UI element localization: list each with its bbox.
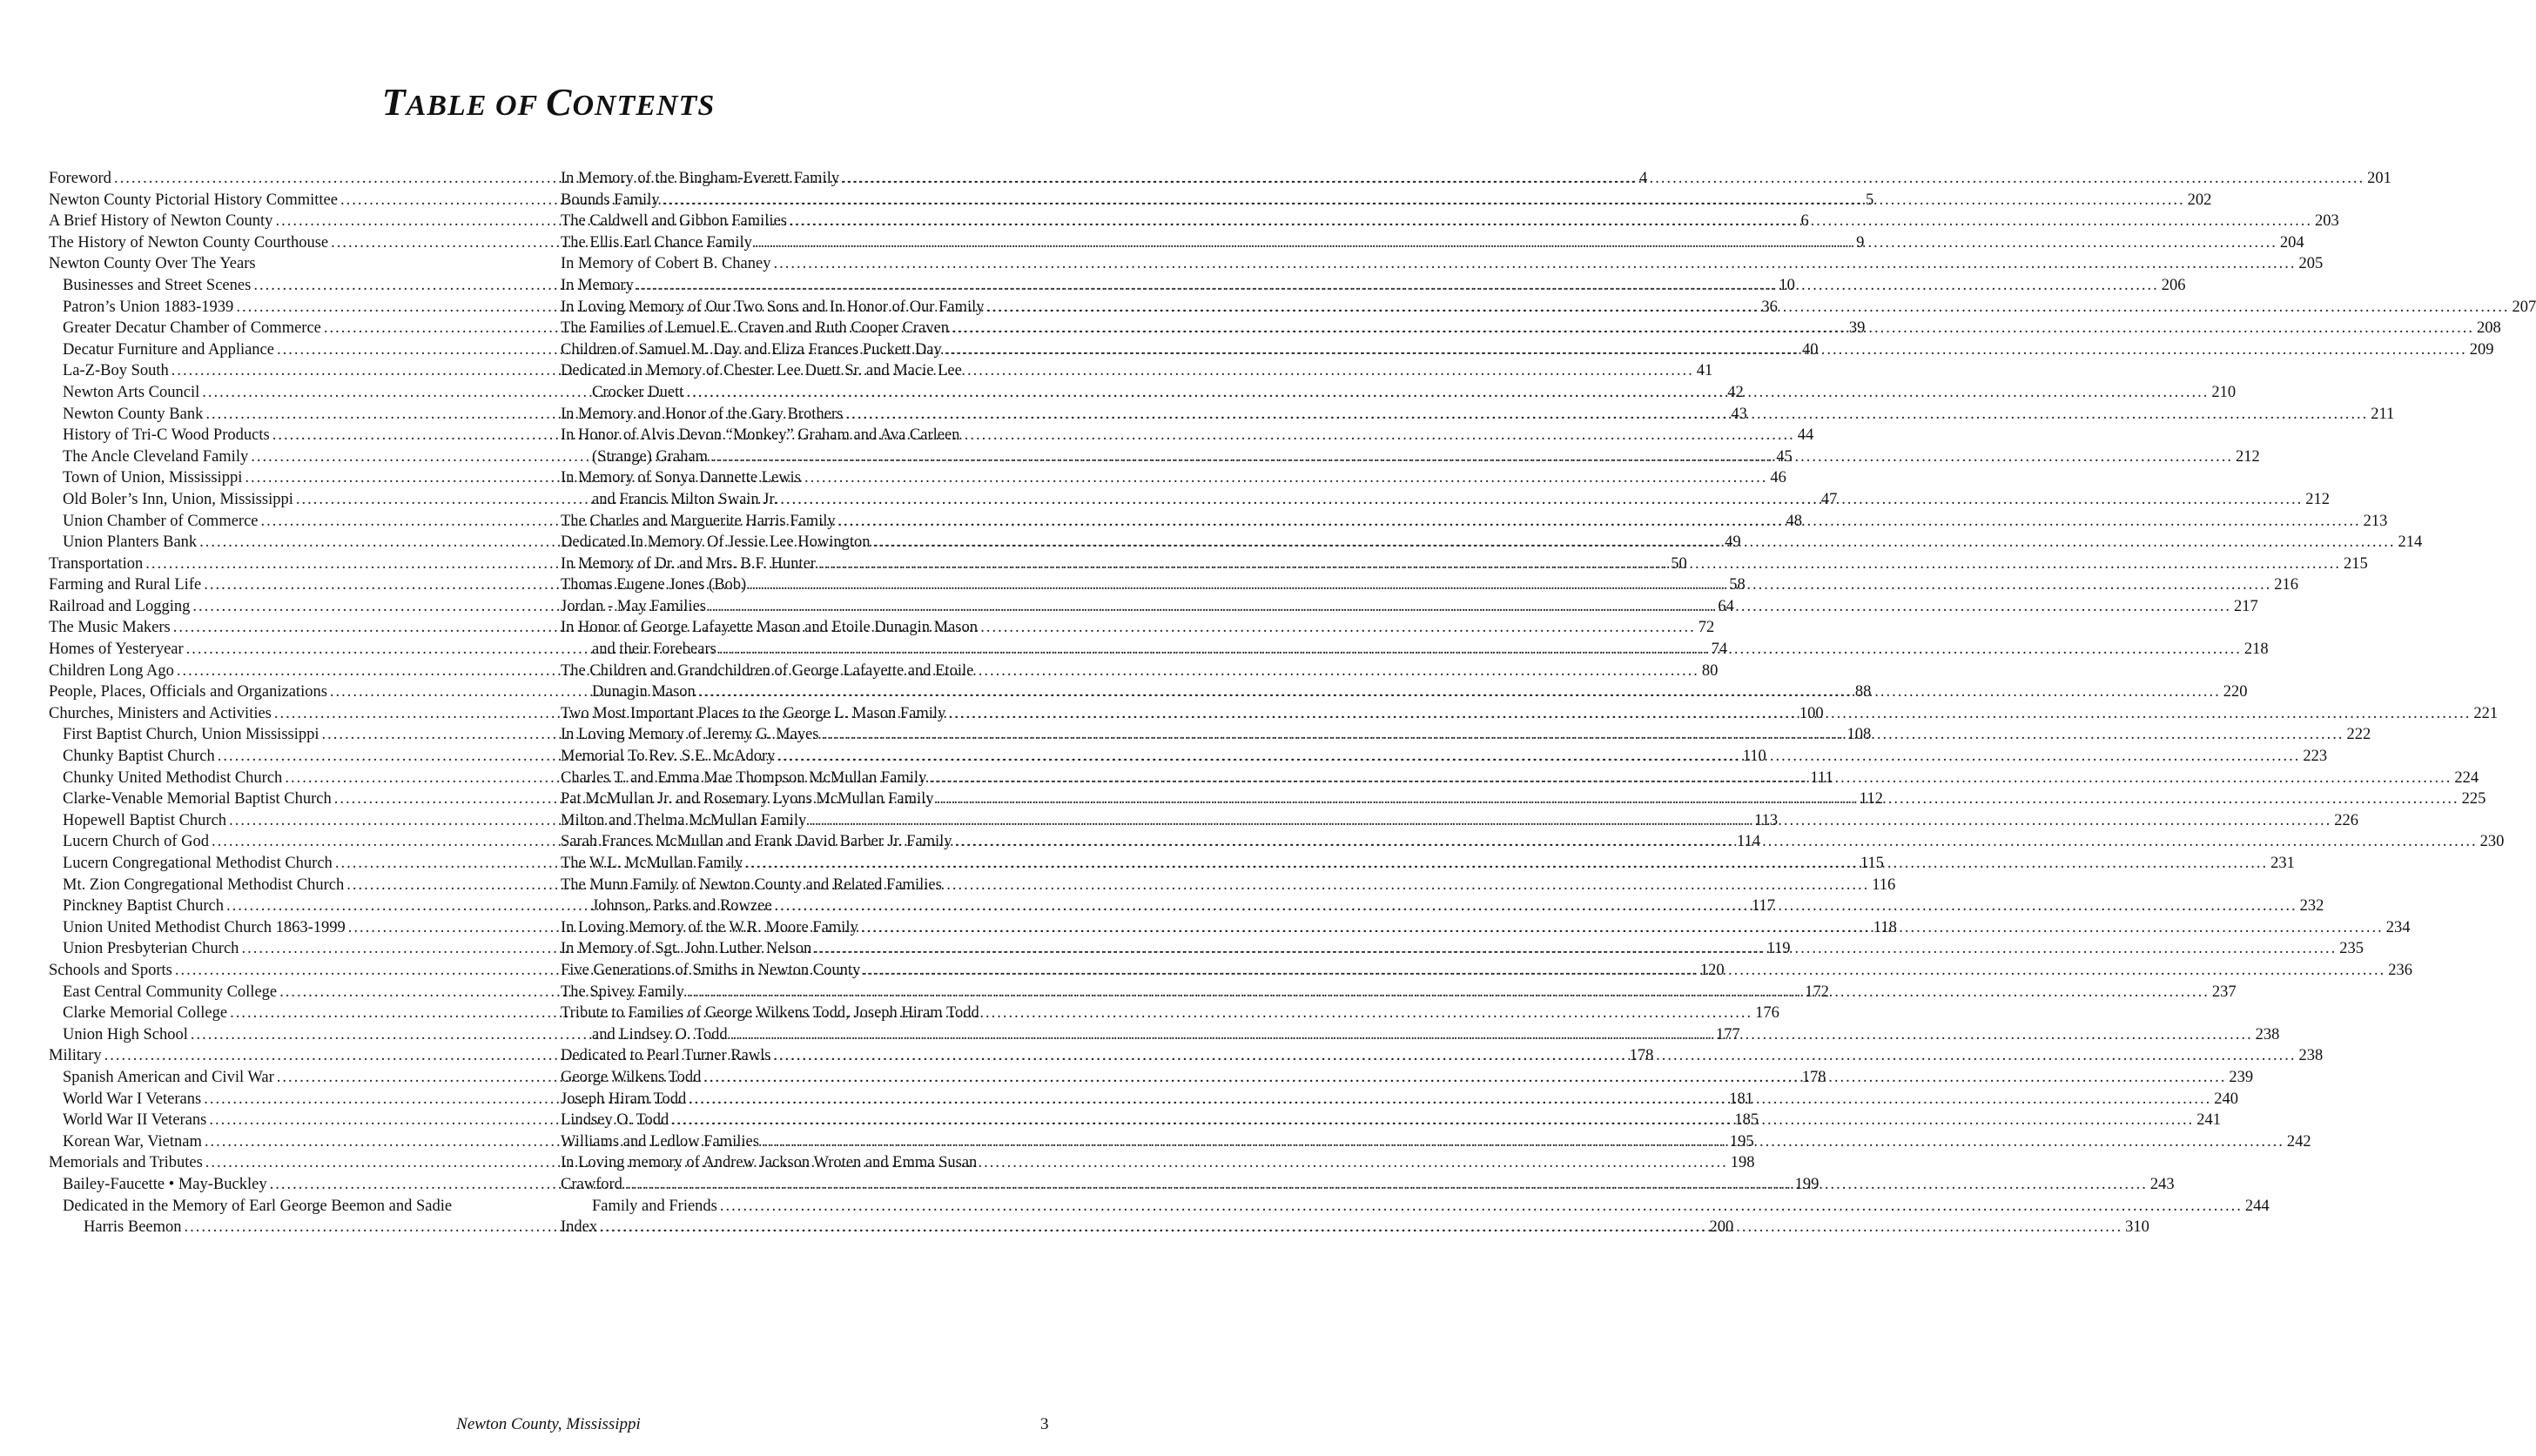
- toc-page-number: 212: [2305, 490, 2331, 508]
- toc-entry-title: Union Chamber of Commerce: [63, 512, 259, 530]
- toc-entry: [561, 425, 1067, 446]
- toc-page-number: 45: [1776, 447, 1793, 466]
- toc-entry-title: Foreword: [49, 170, 111, 187]
- toc-entry-title: and Lindsey O. Todd: [592, 1025, 728, 1043]
- toc-entry-title: Jordan - May Families: [561, 597, 706, 615]
- toc-page-number: 220: [2223, 683, 2248, 701]
- toc-page-number: 88: [1854, 683, 1872, 701]
- toc-entry-title: and Francis Milton Swain Jr.: [592, 490, 778, 508]
- toc-page-number: 110: [1742, 748, 1766, 766]
- toc-page-number: 207: [2512, 298, 2536, 316]
- dot-leader: [762, 1131, 2284, 1153]
- toc-page-number: 43: [1731, 405, 1747, 423]
- toc-entry-title: Mt. Zion Congregational Methodist Church: [63, 876, 345, 894]
- toc-entry-title: Dunagin Mason: [592, 683, 696, 701]
- toc-page-number: 199: [1794, 1175, 1820, 1193]
- toc-entry: [561, 253, 2324, 275]
- toc-entry: [561, 360, 1067, 382]
- dot-leader: [809, 810, 2331, 832]
- toc-page-number: 117: [1751, 897, 1776, 916]
- toc-entry-title: Newton County Bank: [63, 405, 204, 423]
- toc-entry-title: Memorials and Tributes: [49, 1154, 203, 1172]
- toc-page-number: 230: [2479, 833, 2505, 851]
- toc-page-number: 200: [1709, 1218, 1734, 1237]
- toc-entry-title: In Memory: [561, 276, 634, 294]
- toc-entry-title: Charles T. and Emma Mae Thompson McMullan Family: [561, 768, 927, 787]
- toc-entry-title: Pinckney Baptist Church: [63, 897, 224, 916]
- toc-page-number: 206: [2161, 276, 2186, 294]
- toc-entry-title: Patron’s Union 1883-1939: [63, 298, 234, 316]
- toc-entry-title: History of Tri-C Wood Products: [63, 426, 270, 445]
- toc-entry-title: Dedicated in the Memory of Earl George Beemon and Sadie: [63, 1197, 453, 1215]
- toc-entry: [561, 1003, 1067, 1024]
- toc-entry-title: Korean War, Vietnam: [63, 1132, 202, 1151]
- toc-entry-title: In Loving Memory of Jeremy G. Mayes: [561, 726, 819, 744]
- toc-entry-title: Tribute to Families of George Wilkens Todd, Joseph Hiram Todd: [561, 1004, 979, 1023]
- toc-entry-title: and their Forebears: [592, 641, 716, 659]
- toc-entry-title: Businesses and Street Scenes: [63, 276, 252, 294]
- toc-entry-title: Family and Friends: [592, 1197, 717, 1215]
- toc-entry-title: Union Presbyterian Church: [63, 940, 239, 958]
- toc-page-number: 178: [1629, 1047, 1654, 1065]
- toc-entry-title: Union High School: [63, 1025, 188, 1043]
- toc-entry: [49, 253, 533, 275]
- toc-entry: [561, 1152, 1067, 1174]
- toc-entry-title: The W.L. McMullan Family: [561, 855, 743, 872]
- toc-page-number: 232: [2299, 897, 2324, 916]
- toc-page-number: 216: [2274, 576, 2298, 594]
- toc-page-number: 44: [1797, 426, 1814, 445]
- toc-page-number: 40: [1801, 340, 1819, 359]
- dot-leader: [929, 768, 2452, 789]
- toc-entry-title: Town of Union, Mississippi: [63, 469, 243, 487]
- dot-leader: [689, 1089, 2211, 1110]
- toc-page-number: 239: [2229, 1068, 2254, 1086]
- toc-entry-title: Sarah Frances McMullan and Frank David Barber Jr. Family: [561, 833, 952, 851]
- toc-page-number: 119: [1766, 940, 1791, 958]
- dot-leader: [749, 574, 2271, 596]
- dot-leader: [687, 982, 2210, 1003]
- toc-entry-title: World War I Veterans: [63, 1090, 202, 1108]
- dot-leader: [730, 1024, 2253, 1046]
- toc-page-number: 177: [1715, 1025, 1740, 1043]
- toc-entry-title: In Memory of Sgt. John Luther Nelson: [561, 940, 812, 958]
- dot-leader: [698, 681, 2221, 703]
- title-initial-2: C: [546, 81, 573, 124]
- toc-entry-title: The Munn Family of Newton County and Related Families: [561, 876, 942, 894]
- dot-leader: [873, 532, 2396, 554]
- toc-entry-title: Newton County Pictorial History Committee: [49, 191, 338, 209]
- toc-page-number: 108: [1847, 726, 1872, 744]
- toc-page-number: 198: [1730, 1154, 1755, 1172]
- toc-page-number: 242: [2286, 1132, 2311, 1151]
- toc-entry: [561, 232, 2304, 254]
- toc-entry-title: Dedicated to Pearl Turner Rawls: [561, 1047, 771, 1065]
- toc-entry-title: The Charles and Marguerite Harris Family: [561, 512, 836, 530]
- toc-entry-title: The Children and Grandchildren of George Lafayette and Etoile: [561, 661, 974, 680]
- dot-leader: [821, 724, 2344, 746]
- toc-page-number: 120: [1699, 961, 1725, 979]
- toc-entry-title: Joseph Hiram Todd: [561, 1090, 687, 1108]
- toc-entry-title: Union United Methodist Church 1863-1999: [63, 918, 346, 936]
- dot-leader: [937, 788, 2459, 810]
- toc-entry-title: Hopewell Baptist Church: [63, 811, 227, 829]
- toc-entry-title: Lucern Church of God: [63, 833, 209, 851]
- toc-entry-title: Pat McMullan Jr. and Rosemary Lyons McMullan Family: [561, 790, 934, 809]
- toc-page-number: 212: [2236, 447, 2260, 466]
- toc-page-number: 176: [1755, 1004, 1779, 1023]
- toc-page-number: 64: [1718, 597, 1734, 615]
- toc-page-number: 9: [1856, 233, 1865, 252]
- toc-entry-title: In Loving Memory of Our Two Sons and In Honor of Our Family: [561, 298, 985, 316]
- toc-page-number: 244: [2244, 1197, 2270, 1215]
- toc-entry-title: Chunky United Methodist Church: [63, 768, 283, 787]
- toc-page-number: 74: [1711, 641, 1728, 659]
- toc-entry-title: Johnson, Parks and Rowzee: [592, 897, 772, 916]
- toc-page-number: 238: [2298, 1047, 2324, 1065]
- toc-page-number: 236: [2388, 961, 2413, 979]
- toc-entry-title: George Wilkens Todd: [561, 1068, 702, 1086]
- toc-entry-title: In Loving memory of Andrew Jackson Wroten and Emma Susan: [561, 1154, 978, 1172]
- toc-page-number: 205: [2298, 255, 2324, 273]
- toc-page-number: 100: [1799, 704, 1824, 722]
- toc-entry-title: Schools and Sports: [49, 961, 172, 979]
- dot-leader: [755, 232, 2277, 254]
- toc-page-number: 209: [2469, 340, 2494, 359]
- toc-entry-title: Homes of Yesteryear: [49, 641, 184, 659]
- toc-entry-title: Crawford: [561, 1175, 622, 1193]
- toc-page-number: 172: [1805, 983, 1829, 1001]
- toc-page-number: 10: [1779, 276, 1795, 294]
- toc-entry: [561, 1196, 2270, 1218]
- footer-page-number: 3: [1040, 1415, 1049, 1433]
- dot-leader: [663, 190, 2185, 211]
- toc-page-number: 118: [1873, 918, 1897, 936]
- dot-leader: [952, 318, 2474, 339]
- dot-leader: [790, 211, 2312, 232]
- toc-page-number: 47: [1820, 490, 1838, 508]
- dot-leader: [625, 1174, 2148, 1196]
- toc-entry-title: In Memory of Dr. and Mrs. B.F. Hunter: [561, 554, 816, 573]
- toc-page-number: 226: [2334, 811, 2359, 829]
- toc-entry-title: Decatur Furniture and Appliance: [63, 340, 274, 359]
- title-part-2: ONTENTS: [572, 90, 716, 122]
- toc-entry-title: Lucern Congregational Methodist Church: [63, 855, 333, 872]
- toc-entry-title: In Memory of Sonya Dannette Lewis: [561, 469, 801, 487]
- toc-page-number: 41: [1696, 362, 1713, 380]
- toc-entry-title: Transportation: [49, 554, 144, 573]
- dot-leader: [814, 938, 2337, 960]
- toc-entry-title: A Brief History of Newton County: [49, 212, 273, 231]
- toc-page-number: 195: [1729, 1132, 1754, 1151]
- toc-entry-title: In Memory and Honor of the Gary Brothers: [561, 405, 844, 423]
- dot-leader: [709, 596, 2231, 618]
- toc-entry-title: Clarke Memorial College: [63, 1004, 228, 1023]
- toc-entry-title: Williams and Ledlow Families: [561, 1132, 759, 1151]
- dot-leader: [987, 297, 2510, 319]
- toc-page-number: 202: [2187, 191, 2212, 209]
- toc-page-number: 235: [2339, 940, 2364, 958]
- toc-page-number: 203: [2315, 212, 2339, 231]
- toc-page-number: 240: [2214, 1090, 2239, 1108]
- dot-leader: [863, 960, 2385, 982]
- dot-leader: [710, 446, 2233, 468]
- toc-entry-title: Greater Decatur Chamber of Commerce: [63, 319, 321, 338]
- toc-page-number: 80: [1701, 661, 1719, 680]
- toc-entry-title: The History of Newton County Courthouse: [49, 233, 329, 252]
- page-title: [0, 80, 1097, 124]
- dot-leader: [818, 554, 2341, 575]
- toc-entry-title: Children Long Ago: [49, 661, 174, 680]
- toc-entry-title: The Families of Lemuel E. Craven and Ruth Cooper Craven: [561, 319, 949, 338]
- toc-page-number: 50: [1671, 554, 1687, 573]
- toc-page-number: 213: [2363, 512, 2388, 530]
- toc-page-number: 5: [1865, 191, 1874, 209]
- dot-leader: [777, 746, 2300, 768]
- toc-entry: [561, 190, 2212, 211]
- dot-leader: [955, 831, 2478, 853]
- toc-page-number: 224: [2454, 768, 2479, 787]
- dot-leader: [774, 1045, 2297, 1067]
- toc-entry-title: Thomas Eugene Jones (Bob): [561, 576, 747, 594]
- toc-page-number: 225: [2461, 790, 2486, 809]
- toc-entry-title: East Central Community College: [63, 983, 278, 1001]
- dot-leader: [845, 404, 2368, 426]
- dot-leader: [720, 1196, 2243, 1218]
- toc-entry: [561, 661, 1067, 682]
- toc-entry: [561, 875, 1067, 896]
- toc-page-number: 181: [1729, 1090, 1753, 1108]
- toc-page-number: 214: [2398, 533, 2423, 552]
- toc-page-number: 42: [1727, 383, 1744, 401]
- toc-entry-title: Churches, Ministers and Activities: [49, 704, 272, 722]
- toc-page-number: 36: [1761, 298, 1778, 316]
- dot-leader: [842, 168, 2364, 190]
- toc-entry-title: The Ellis Earl Chance Family: [561, 233, 752, 252]
- toc-entry-title: People, Places, Officials and Organizations: [49, 683, 327, 701]
- toc-page-number: 39: [1848, 319, 1866, 338]
- toc-entry-title: Chunky Baptist Church: [63, 748, 215, 766]
- toc-page-number: 4: [1638, 170, 1648, 187]
- toc-entry-title: La-Z-Boy South: [63, 362, 169, 380]
- toc-entry-title: The Caldwell and Gibbon Families: [561, 212, 787, 231]
- dot-leader: [838, 511, 2361, 533]
- toc-entry-title: The Ancle Cleveland Family: [63, 447, 249, 466]
- dot-leader: [719, 639, 2242, 661]
- toc-page-number: 112: [1859, 790, 1883, 809]
- dot-leader: [636, 275, 2159, 297]
- toc-page-number: 111: [1810, 768, 1833, 787]
- toc-entry-title: Index: [561, 1218, 598, 1237]
- dot-leader: [861, 917, 2384, 939]
- toc-page-number: 204: [2279, 233, 2304, 252]
- toc-entry-title: Farming and Rural Life: [49, 576, 202, 594]
- toc-entry-title: In Memory of Cobert B. Chaney: [561, 255, 771, 273]
- toc-page-number: 217: [2234, 597, 2258, 615]
- toc-page-number: 218: [2243, 641, 2269, 659]
- dot-leader: [945, 339, 2467, 361]
- toc-page-number: 48: [1786, 512, 1803, 530]
- toc-entry-title: Two Most Important Places to the George L. Mason Family: [561, 704, 946, 722]
- toc-page-number: 215: [2343, 554, 2368, 573]
- toc-entry-title: Crocker Duett: [592, 383, 684, 401]
- toc-page-number: 6: [1800, 212, 1809, 231]
- toc-entry: [561, 168, 2391, 190]
- toc-entry-title: In Honor of George Lafayette Mason and Etoile Dunagin Mason: [561, 619, 978, 637]
- toc-entry-title: Harris Beemon: [84, 1218, 182, 1237]
- toc-page-number: 114: [1737, 833, 1761, 851]
- toc-entry-title: Bailey-Faucette • May-Buckley: [63, 1175, 267, 1193]
- toc-entry-title: Dedicated in Memory of Chester Lee Duett Sr. and Macie Lee: [561, 362, 962, 380]
- toc-page-number: 113: [1754, 811, 1779, 829]
- toc-entry-title: Old Boler’s Inn, Union, Mississippi: [63, 490, 293, 508]
- dot-leader: [600, 1217, 2122, 1238]
- toc-entry-title: In Memory of the Bingham-Everett Family: [561, 170, 840, 187]
- toc-entry-title: Five Generations of Smiths in Newton County: [561, 961, 861, 979]
- toc-page-number: 221: [2473, 704, 2499, 722]
- footer-book-title: Newton County, Mississippi: [456, 1415, 641, 1433]
- toc-page-number: 237: [2211, 983, 2237, 1001]
- toc-page-number: 49: [1725, 533, 1741, 552]
- toc-entry-title: Children of Samuel M. Day and Eliza Frances Puckett Day: [561, 340, 942, 359]
- dot-leader: [948, 703, 2471, 725]
- toc-page-number: 222: [2346, 726, 2371, 744]
- toc-entry-title: (Strange) Graham: [592, 447, 709, 466]
- toc-entry-title: Newton County Over The Years: [49, 255, 256, 273]
- toc-entry-title: Railroad and Logging: [49, 597, 191, 615]
- toc-entry-title: The Music Makers: [49, 619, 171, 637]
- toc-page-number: 72: [1698, 619, 1715, 637]
- toc-page-number: 115: [1860, 855, 1884, 872]
- toc-entry-title: In Honor of Alvis Devon “Monkey” Graham and Ava Carleen: [561, 426, 960, 445]
- toc-page-number: 46: [1770, 469, 1786, 487]
- toc-entry-title: Milton and Thelma McMullan Family: [561, 811, 807, 829]
- toc-entry-title: In Loving Memory of the W.R. Moore Family: [561, 918, 858, 936]
- title-initial-1: T: [381, 81, 407, 124]
- toc-entry-title: Memorial To Rev. S.E. McAdory: [561, 748, 776, 766]
- dot-leader: [775, 896, 2297, 917]
- toc-entry: [49, 1196, 533, 1218]
- dot-leader: [671, 1110, 2194, 1131]
- toc-entry-title: Union Planters Bank: [63, 533, 198, 552]
- toc-page-number: 310: [2125, 1218, 2149, 1237]
- toc-page-number: 231: [2270, 855, 2295, 872]
- toc-page-number: 223: [2303, 748, 2328, 766]
- dot-leader: [774, 253, 2297, 275]
- toc-page-number: 243: [2149, 1175, 2175, 1193]
- toc-entry-title: World War II Veterans: [63, 1111, 207, 1130]
- toc-entry: [561, 211, 2339, 232]
- toc-page-number: 211: [2371, 405, 2395, 423]
- dot-leader: [703, 1067, 2226, 1089]
- toc-page-number: 241: [2196, 1111, 2222, 1130]
- toc-page-number: 210: [2211, 383, 2237, 401]
- toc-entry-title: The Spivey Family: [561, 983, 684, 1001]
- toc-entry-title: Bounds Family: [561, 191, 660, 209]
- dot-leader: [686, 382, 2209, 404]
- toc-entry-title: Dedicated In Memory Of Jessie Lee Howington: [561, 533, 871, 552]
- toc-entry-title: Lindsey O. Todd: [561, 1111, 669, 1130]
- toc-entry-title: Clarke-Venable Memorial Baptist Church: [63, 790, 332, 809]
- toc-entry-title: First Baptist Church, Union Mississippi: [63, 726, 320, 744]
- toc-entry-title: Newton Arts Council: [63, 383, 200, 401]
- toc-page-number: 116: [1872, 876, 1896, 894]
- toc-page-number: 201: [2367, 170, 2391, 187]
- toc-page-number: 234: [2385, 918, 2411, 936]
- toc-page-number: 208: [2476, 319, 2501, 338]
- toc-entry-title: Spanish American and Civil War: [63, 1068, 274, 1086]
- title-part-1: ABLE OF: [406, 90, 547, 122]
- dot-leader: [780, 489, 2303, 511]
- dot-leader: [745, 853, 2268, 875]
- toc-entry: [561, 617, 1067, 639]
- toc-entry-title: Military: [49, 1047, 102, 1065]
- toc-page-number: 58: [1729, 576, 1746, 594]
- toc-page-number: 178: [1801, 1068, 1826, 1086]
- toc-entry: [561, 467, 1067, 489]
- toc-page-number: 238: [2255, 1025, 2280, 1043]
- toc-page-number: 185: [1734, 1111, 1759, 1130]
